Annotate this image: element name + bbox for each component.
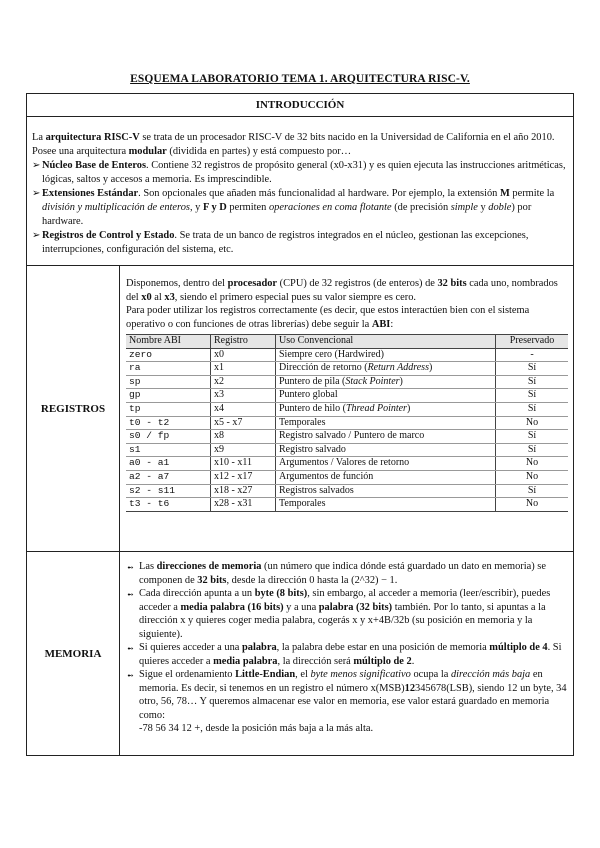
registros-section: [26, 265, 574, 552]
memoria-label: MEMORIA: [27, 552, 120, 755]
memoria-item-result: -78 56 34 12 +, desde la posición más baja a la más alta.: [139, 723, 374, 734]
bullet-registros-control: ➢ Registros de Control y Estado. Se trata de un banco de registros integrados en el núcleo, gestionan las excepciones, interrupciones, configuración del sistema, etc.: [32, 230, 529, 255]
memoria-item-byte: ➻ Cada dirección apunta a un byte (8 bits), sin embargo, al acceder a memoria (leer/escribir), puedes acceder a media palabra (16 bits) y a una palabra (32 bits) también. Por lo tanto, si apuntas a la dirección x y quieres coger media palabra, cogerás x y x+4B/32b (su posición en memoria y la siguiente).: [127, 588, 551, 640]
arrow-bullet-icon: ➢: [32, 160, 41, 171]
preserved-cell: -: [496, 348, 569, 362]
abi-name-cell: tp: [126, 402, 211, 416]
arrow-bullet-icon: ➢: [32, 188, 41, 199]
register-cell: x28 - x31: [211, 498, 276, 512]
abi-name-cell: zero: [126, 348, 211, 362]
register-cell: x1: [211, 362, 276, 376]
memoria-item-palabra: ➻ Si quieres acceder a una palabra, la palabra debe estar en una posición de memoria múltiplo de 4. Si quieres acceder a media palabra, la dirección será múltiplo de 2.: [127, 642, 562, 667]
preserved-cell: No: [496, 470, 569, 484]
register-cell: x0: [211, 348, 276, 362]
usage-cell: Dirección de retorno (Return Address): [276, 362, 496, 376]
usage-cell: Puntero global: [276, 389, 496, 403]
preserved-cell: Sí: [496, 375, 569, 389]
usage-cell: Argumentos de función: [276, 470, 496, 484]
abi-name-cell: ra: [126, 362, 211, 376]
abi-table-row: [126, 348, 568, 362]
preserved-cell: Sí: [496, 389, 569, 403]
register-cell: x5 - x7: [211, 416, 276, 430]
abi-table-row: [126, 402, 568, 416]
usage-cell: Puntero de hilo (Thread Pointer): [276, 402, 496, 416]
intro-paragraph: La arquitectura RISC-V se trata de un procesador RISC-V de 32 bits nacido en la Universidad de California en el año 2010. Posee una arquitectura modular (dividida en partes) y está compuesto por…: [32, 132, 555, 157]
header-register: Registro: [211, 335, 276, 349]
bullet-nucleo-base: ➢ Núcleo Base de Enteros. Contiene 32 registros de propósito general (x0-x31) y es quien ejecuta las instrucciones aritméticas, lógicas, saltos y accesos a memoria. Es imprescindible.: [32, 160, 566, 185]
abi-table-row: [126, 443, 568, 457]
preserved-cell: No: [496, 457, 569, 471]
preserved-cell: No: [496, 498, 569, 512]
intro-heading: INTRODUCCIÓN: [26, 93, 574, 117]
preserved-cell: Sí: [496, 362, 569, 376]
bullet-extensiones: ➢ Extensiones Estándar. Son opcionales que añaden más funcionalidad al hardware. Por ejemplo, la extensión M permite la división y multiplicación de enteros, y F y D permiten operaciones en coma flotante (de precisión simple y doble) por hardware.: [32, 188, 555, 227]
usage-cell: Registro salvado: [276, 443, 496, 457]
usage-cell: Registro salvado / Puntero de marco: [276, 430, 496, 444]
abi-table-row: [126, 484, 568, 498]
usage-cell: Argumentos / Valores de retorno: [276, 457, 496, 471]
register-cell: x4: [211, 402, 276, 416]
arrow-bullet-icon: ➻: [127, 671, 134, 680]
abi-table: [126, 334, 568, 512]
arrow-bullet-icon: ➻: [127, 644, 134, 653]
abi-table-row: [126, 389, 568, 403]
abi-name-cell: a2 - a7: [126, 470, 211, 484]
abi-name-cell: t0 - t2: [126, 416, 211, 430]
arrow-bullet-icon: ➢: [32, 230, 41, 241]
abi-table-row: [126, 416, 568, 430]
arrow-bullet-icon: ➻: [127, 563, 134, 572]
header-preserved: Preservado: [496, 335, 569, 349]
memoria-section: [26, 551, 574, 756]
register-cell: x2: [211, 375, 276, 389]
abi-name-cell: s0 / fp: [126, 430, 211, 444]
arrow-bullet-icon: ➻: [127, 590, 134, 599]
header-usage: Uso Convencional: [276, 335, 496, 349]
abi-table-row: [126, 470, 568, 484]
preserved-cell: Sí: [496, 430, 569, 444]
document-title: ESQUEMA LABORATORIO TEMA 1. ARQUITECTURA RISC-V.: [130, 73, 470, 85]
abi-table-row: [126, 498, 568, 512]
abi-name-cell: a0 - a1: [126, 457, 211, 471]
registros-paragraph-1: Disponemos, dentro del procesador (CPU) de 32 registros (de enteros) de 32 bits cada uno, nombrados del x0 al x3, siendo el primero especial pues su valor siempre es cero.: [126, 278, 558, 303]
preserved-cell: No: [496, 416, 569, 430]
memoria-item-direcciones: ➻ Las direcciones de memoria (un número que indica dónde está guardado un dato en memoria) se componen de 32 bits, desde la dirección 0 hasta la (2^32) − 1.: [127, 561, 546, 586]
intro-section: [26, 116, 574, 266]
register-cell: x10 - x11: [211, 457, 276, 471]
usage-cell: Puntero de pila (Stack Pointer): [276, 375, 496, 389]
abi-table-row: [126, 430, 568, 444]
abi-name-cell: s2 - s11: [126, 484, 211, 498]
abi-table-header: [126, 335, 568, 349]
abi-name-cell: s1: [126, 443, 211, 457]
register-cell: x18 - x27: [211, 484, 276, 498]
usage-cell: Temporales: [276, 416, 496, 430]
abi-table-row: [126, 362, 568, 376]
preserved-cell: Sí: [496, 443, 569, 457]
register-cell: x12 - x17: [211, 470, 276, 484]
preserved-cell: Sí: [496, 402, 569, 416]
usage-cell: Registros salvados: [276, 484, 496, 498]
usage-cell: Temporales: [276, 498, 496, 512]
abi-name-cell: t3 - t6: [126, 498, 211, 512]
register-cell: x3: [211, 389, 276, 403]
abi-name-cell: sp: [126, 375, 211, 389]
abi-table-row: [126, 375, 568, 389]
memoria-item-little-endian: ➻ Sigue el ordenamiento Little-Endian, el byte menos significativo ocupa la dirección más baja en memoria. Es decir, si tenemos en un registro el número x(MSB)12345678(LSB), siendo 12 un byte, 34 otro, 56, 78… Y queremos almacenar ese valor en memoria, ese valor estará guardado en memoria como:: [127, 669, 567, 721]
abi-table-row: [126, 457, 568, 471]
register-cell: x9: [211, 443, 276, 457]
usage-cell: Siempre cero (Hardwired): [276, 348, 496, 362]
abi-name-cell: gp: [126, 389, 211, 403]
register-cell: x8: [211, 430, 276, 444]
registros-label: REGISTROS: [27, 266, 120, 551]
registros-paragraph-2: Para poder utilizar los registros correctamente (es decir, que estos interactúen bien con el sistema operativo o con funciones de otras librerías) debe seguir la ABI:: [126, 305, 530, 330]
preserved-cell: Sí: [496, 484, 569, 498]
header-abi-name: Nombre ABI: [126, 335, 211, 349]
